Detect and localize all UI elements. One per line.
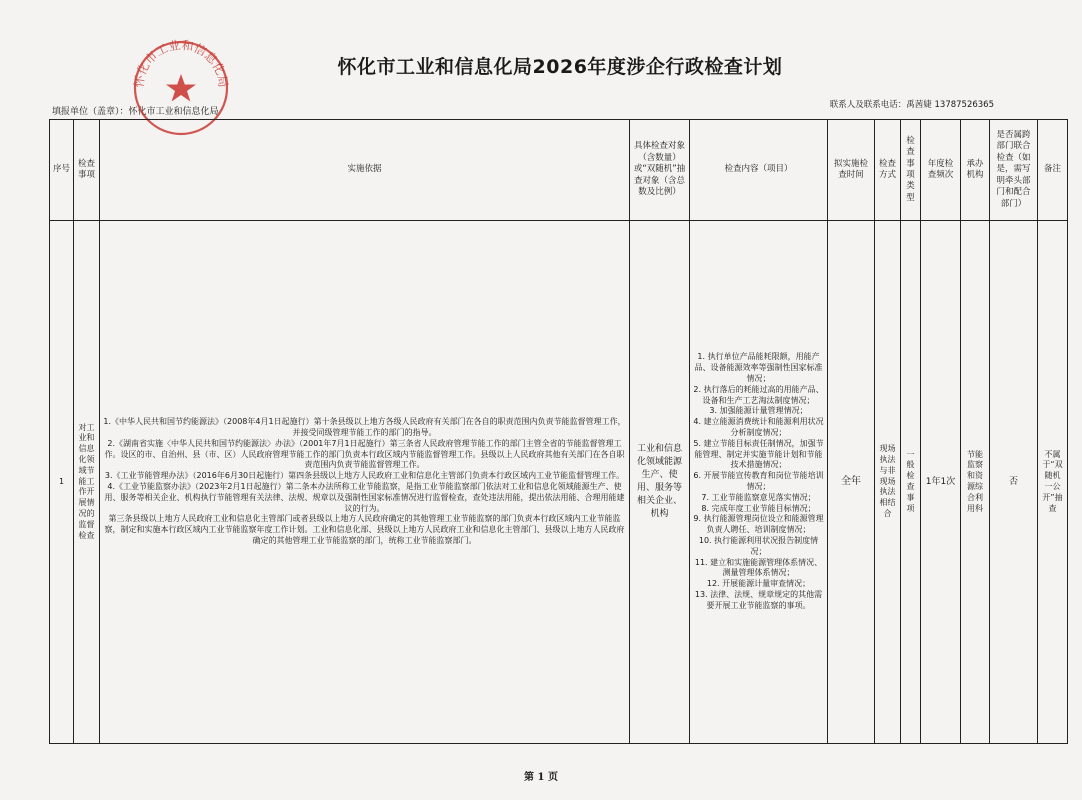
header-joint-inspection: 是否属跨部门联合检查（如是，需写明牵头部门和配合部门） [990, 120, 1038, 221]
content-item: 7. 工业节能监察意见落实情况； [701, 492, 816, 502]
page-number: 第 1 页 [524, 772, 558, 783]
content-item: 2. 执行落后的耗能过高的用能产品、设备和生产工艺淘汰制度情况； [693, 384, 824, 405]
contact-info: 联系人及联系电话：禹茜婕 13787526365 [829, 100, 994, 110]
inspection-plan-table [49, 119, 1068, 744]
cell-time: 全年 [828, 221, 875, 744]
basis-paragraph: 3.《工业节能管理办法》（2016年6月30日起施行）第四条县级以上地方人民政府工业和信息化主管部门负责本行政区域内工业节能监督管理工作。 [104, 471, 625, 481]
header-frequency: 年度检查频次 [921, 120, 961, 221]
seal-star-icon [166, 74, 196, 102]
page-title: 怀化市工业和信息化局2026年度涉企行政检查计划 [337, 56, 783, 78]
cell-content [690, 221, 828, 744]
content-item: 6. 开展节能宣传教育和岗位节能培训情况； [693, 471, 824, 491]
content-item: 11. 建立和实施能源管理体系情况、测量管理体系情况； [694, 557, 823, 578]
cell-organization: 节能监察和资源综合利用科 [961, 221, 990, 744]
content-item: 8. 完成年度工业节能目标情况； [701, 503, 816, 513]
header-seq: 序号 [50, 120, 74, 221]
cell-seq: 1 [50, 221, 74, 744]
header-organization: 承办机构 [961, 120, 990, 221]
content-item: 13. 法律、法规、规章规定的其他需要开展工业节能监察的事项。 [694, 589, 823, 610]
cell-note: 不属于“双随机一公开”抽查 [1038, 221, 1068, 744]
content-item: 5. 建立节能目标责任制情况，加强节能管理、制定并实施节能计划和节能技术措施情况； [693, 438, 824, 470]
content-item: 9. 执行能源管理岗位设立和能源管理负责人聘任、培训制度情况； [693, 514, 824, 535]
cell-joint-inspection: 否 [990, 221, 1038, 744]
header-time: 拟实施检查时间 [828, 120, 875, 221]
table-header-row [50, 120, 1068, 221]
basis-paragraph: 1.《中华人民共和国节约能源法》（2008年4月1日起施行）第十条县级以上地方各级人民政府有关部门在各自的职责范围内负责节能监督管理工作，并接受同级管理节能工作的部门的指导。 [103, 417, 626, 438]
content-item: 1. 执行单位产品能耗限额，用能产品、设备能源效率等强制性国家标准情况； [694, 352, 823, 384]
header-note: 备注 [1038, 120, 1068, 221]
seal-text: 怀化市工业和信息化局 [131, 38, 231, 89]
header-type: 检查事项类型 [901, 120, 921, 221]
cell-frequency: 1年1次 [921, 221, 961, 744]
content-item: 12. 开展能源计量审查情况； [706, 579, 811, 589]
reporting-unit: 填报单位（盖章）：怀化市工业和信息化局 [52, 107, 219, 117]
cell-type: 一般检查事项 [901, 221, 921, 744]
basis-paragraph: 4.《工业节能监察办法》（2023年2月1日起施行）第二条本办法所称工业节能监察，是指工业节能监察部门依法对工业和信息化领域能源生产、使用、服务等相关企业、机构执行节能管理有关法律、法规、规章以及强制性国家标准情况进行监督检查，查处违法用能，提出依法用能、合理用能建议的行为。 [104, 482, 625, 513]
header-item: 检查事项 [74, 120, 100, 221]
svg-text:怀化市工业和信息化局 [131, 38, 231, 88]
content-item: 10. 执行能源利用状况报告制度情况； [698, 535, 819, 556]
cell-basis [100, 221, 630, 744]
cell-item: 对工业和信息化领域节能工作开展情况的监督检查 [74, 221, 100, 744]
header-basis: 实施依据 [100, 120, 630, 221]
content-item: 3. 加强能源计量管理情况； [709, 406, 808, 416]
header-content: 检查内容（项目） [690, 120, 828, 221]
header-method: 检查方式 [875, 120, 901, 221]
basis-paragraph: 第三条县级以上地方人民政府工业和信息化主管部门或者县级以上地方人民政府确定的其他管理工业节能监察的部门负责本行政区域内工业节能监察，制定和实施本行政区域内工业节能监察年度工作计划。工业和信息化部、县级以上地方人民政府工业和信息化主管部门、县级以上地方人民政府确定的其他管理工业节能监察的部门，统称工业节能监察部门。 [104, 514, 625, 545]
cell-method: 现场执法与非现场执法相结合 [875, 221, 901, 744]
cell-target: 工业和信息化领域能源生产、使用、服务等相关企业、机构 [630, 221, 690, 744]
table-row [50, 221, 1068, 744]
content-item: 4. 建立能源消费统计和能源利用状况分析制度情况； [693, 417, 824, 438]
basis-paragraph: 2.《湖南省实施〈中华人民共和国节约能源法〉办法》（2001年7月1日起施行）第三条省人民政府管理节能工作的部门主管全省的节能监督管理工作。设区的市、自治州、县（市、区）人民政府管理节能工作的部门负责本行政区域内节能监督管理工作。县级以上人民政府其他有关部门在各自职责范围内负责节能监督管理工作。 [104, 438, 625, 470]
header-target: 具体检查对象（含数量）或“双随机”抽查对象（含总数及比例） [630, 120, 690, 221]
